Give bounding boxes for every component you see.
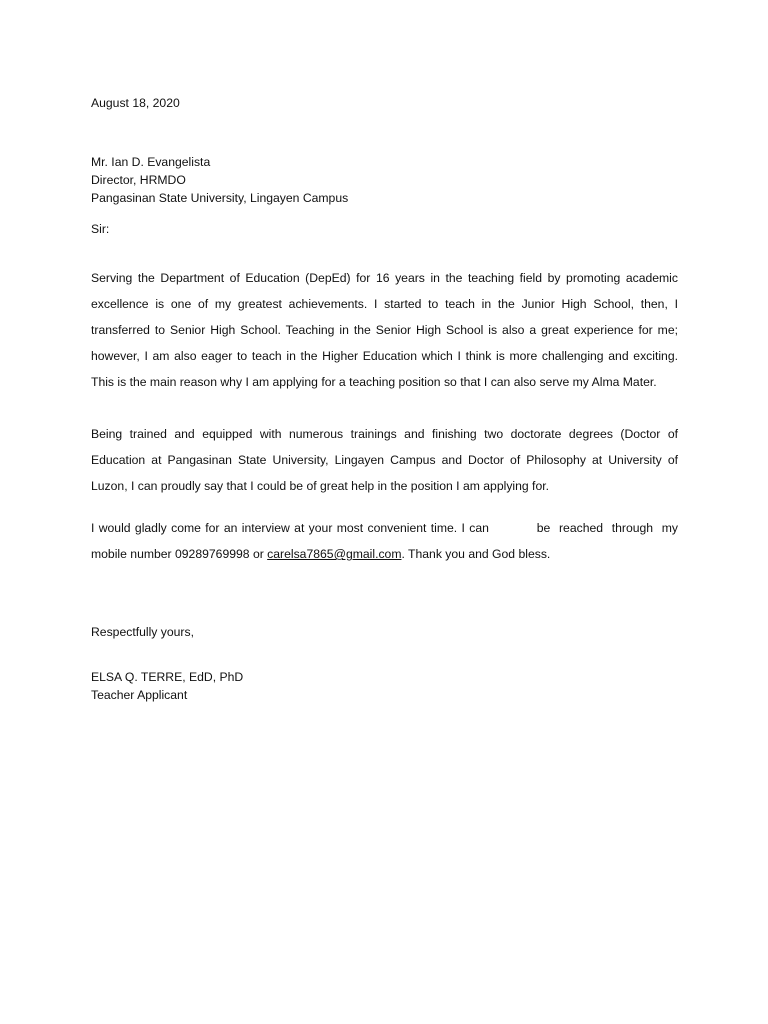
addressee-title: Director, HRMDO: [91, 173, 186, 187]
signatory-name: ELSA Q. TERRE, EdD, PhD: [91, 670, 244, 684]
paragraph-1-line: This is the main reason why I am applying for a teaching position so that I can also serve my Alma Mater.: [91, 375, 657, 389]
paragraph-2-line: Education at Pangasinan State University, Lingayen Campus and Doctor of Philosophy at University of: [91, 453, 678, 467]
paragraph-1-line: excellence is one of my greatest achievements. I started to teach in the Junior High School, then, I: [91, 297, 678, 311]
paragraph-2: [91, 421, 678, 499]
date-text: August 18, 2020: [91, 96, 180, 110]
salutation: [91, 222, 678, 236]
addressee-organization: Pangasinan State University, Lingayen Campus: [91, 191, 349, 205]
contact-text-suffix: . Thank you and God bless.: [401, 547, 551, 561]
signatory-title: Teacher Applicant: [91, 688, 188, 702]
salutation-text: Sir:: [91, 222, 110, 236]
paragraph-1-line: Serving the Department of Education (DepEd) for 16 years in the teaching field by promoting academic: [91, 271, 678, 285]
signature-block: [91, 668, 678, 704]
paragraph-3-line: I would gladly come for an interview at your most convenient time. I can be reached through my: [91, 521, 678, 535]
email-link[interactable]: carelsa7865@gmail.com: [267, 547, 402, 561]
closing: [91, 625, 678, 639]
paragraph-2-line: Luzon, I can proudly say that I could be of great help in the position I am applying for.: [91, 479, 549, 493]
closing-text: Respectfully yours,: [91, 625, 194, 639]
paragraph-2-line: Being trained and equipped with numerous trainings and finishing two doctorate degrees (Doctor of: [91, 427, 678, 441]
paragraph-1-line: however, I am also eager to teach in the Higher Education which I think is more challenging and exciting.: [91, 349, 678, 363]
addressee-name: Mr. Ian D. Evangelista: [91, 155, 211, 169]
paragraph-3-contact-line: [91, 541, 678, 567]
paragraph-1: [91, 265, 678, 395]
paragraph-3: [91, 515, 678, 567]
addressee-block: [91, 153, 678, 207]
contact-text-prefix: mobile number 09289769998 or: [91, 547, 268, 561]
letter-date: [91, 96, 678, 110]
paragraph-1-line: transferred to Senior High School. Teaching in the Senior High School is also a great experience for me;: [91, 323, 678, 337]
